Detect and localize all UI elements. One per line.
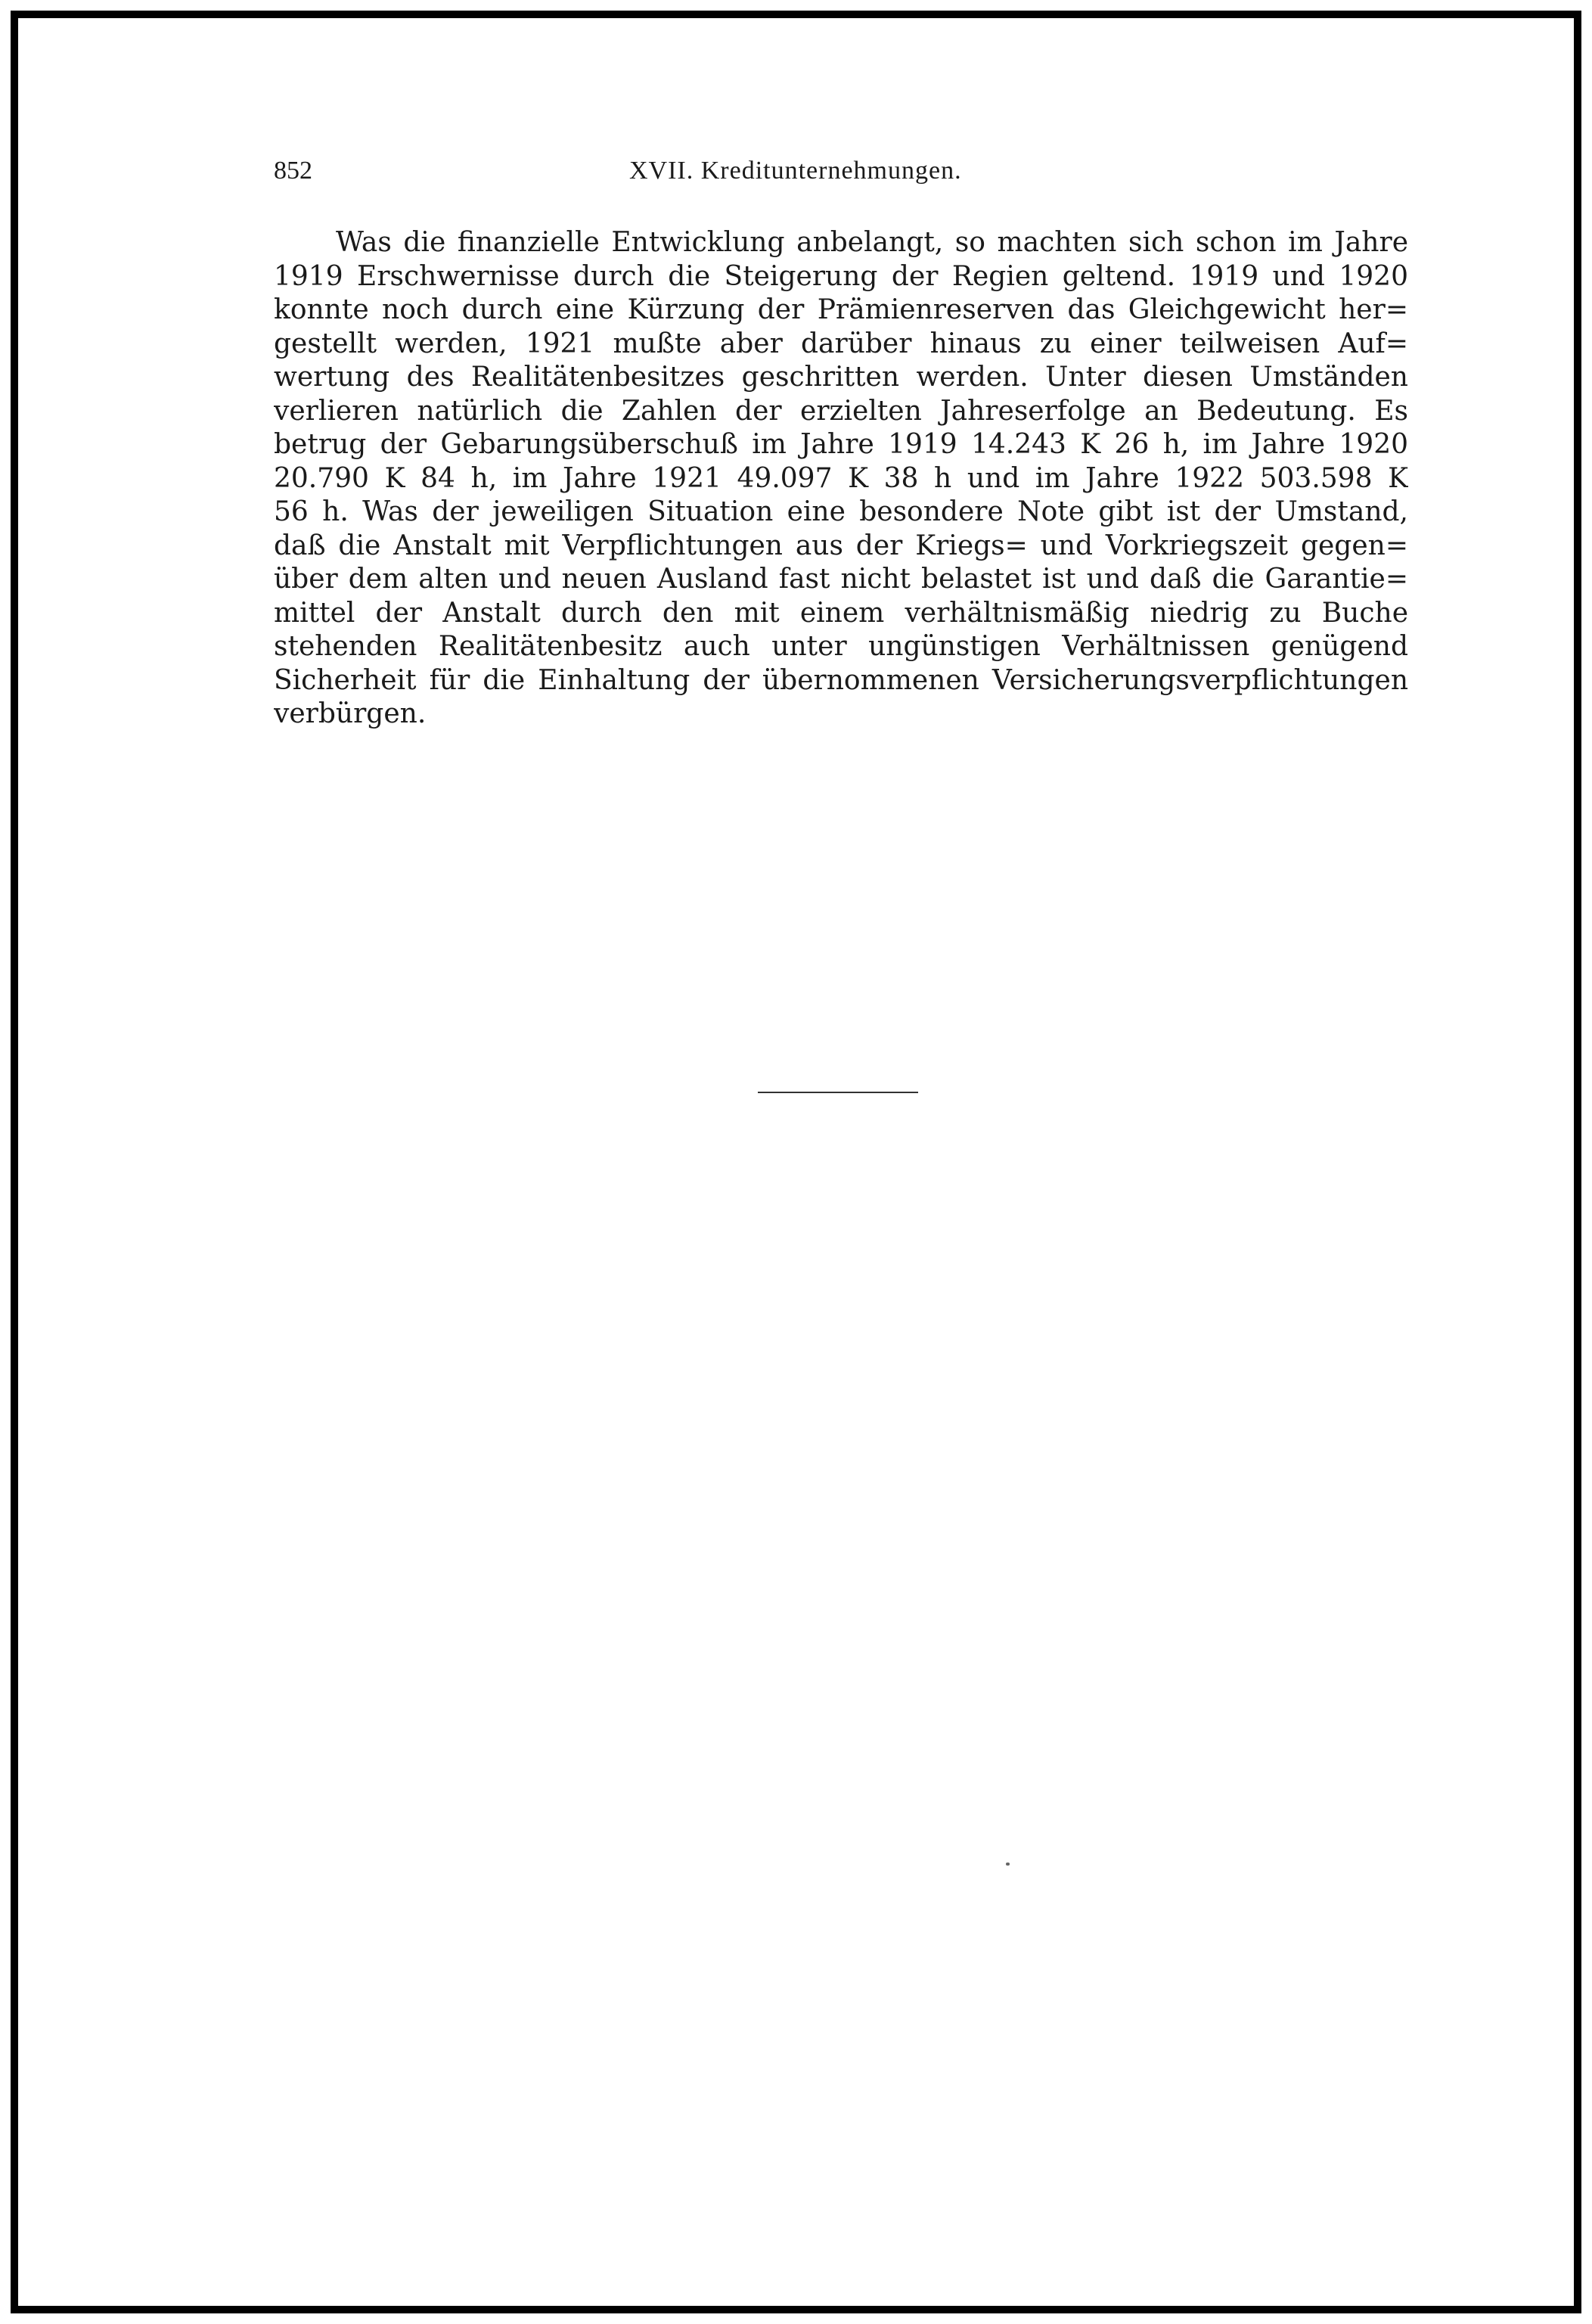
page-number: 852 — [274, 157, 312, 185]
paragraph-line: 20.790 K 84 h, im Jahre 1921 49.097 K 38 h und im Jahre 1922 503.598 K — [274, 462, 1408, 494]
paragraph-line: konnte noch durch eine Kürzung der Prämienreserven das Gleichgewicht her= — [274, 294, 1408, 325]
section-end-rule — [758, 1092, 918, 1093]
paragraph-line: verlieren natürlich die Zahlen der erzielten Jahreserfolge an Bedeutung. Es — [274, 395, 1408, 427]
paragraph-line: Sicherheit für die Einhaltung der übernommenen Versicherungsverpflichtungen — [274, 664, 1408, 696]
document-page — [274, 148, 1408, 732]
running-head — [274, 148, 1408, 193]
paragraph-line: betrug der Gebarungsüberschuß im Jahre 1919 14.243 K 26 h, im Jahre 1920 — [274, 429, 1408, 460]
paragraph-line: gestellt werden, 1921 mußte aber darüber hinaus zu einer teilweisen Auf= — [274, 328, 1408, 359]
scan-speck — [1006, 1863, 1010, 1866]
paragraph-line: Was die finanzielle Entwicklung anbelangt, so machten sich schon im Jahre — [336, 227, 1408, 258]
paragraph-line: 56 h. Was der jeweiligen Situation eine besondere Note gibt ist der Umstand, — [274, 496, 1408, 527]
paragraph-line: verbürgen. — [274, 698, 427, 729]
paragraph-line: wertung des Realitätenbesitzes geschritten werden. Unter diesen Umständen — [274, 362, 1408, 393]
paragraph-line: 1919 Erschwernisse durch die Steigerung der Regien geltend. 1919 und 1920 — [274, 260, 1408, 292]
paragraph-line: mittel der Anstalt durch den mit einem verhältnismäßig niedrig zu Buche — [274, 597, 1408, 629]
body-paragraph — [274, 226, 1408, 732]
paragraph-line: stehenden Realitätenbesitz auch unter ungünstigen Verhältnissen genügend — [274, 631, 1408, 662]
paragraph-line: über dem alten und neuen Ausland fast nicht belastet ist und daß die Garantie= — [274, 564, 1408, 595]
chapter-title: XVII. Kreditunternehmungen. — [629, 157, 962, 185]
paragraph-line: daß die Anstalt mit Verpflichtungen aus der Kriegs= und Vorkriegszeit gegen= — [274, 530, 1408, 561]
